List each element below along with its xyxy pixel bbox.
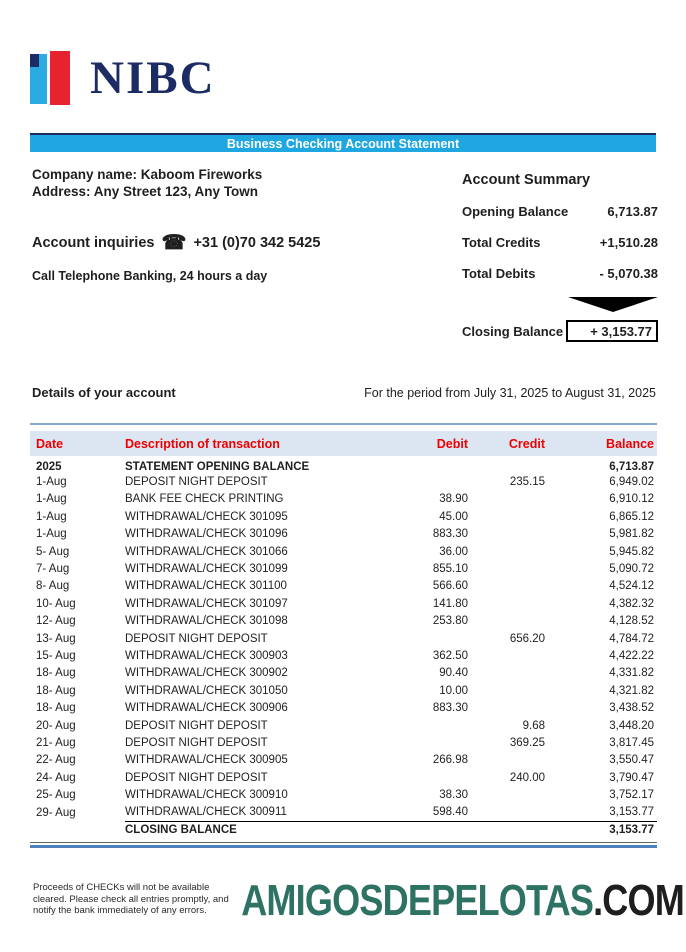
- cell-balance: 4,382.32: [609, 597, 654, 610]
- cell-desc: WITHDRAWAL/CHECK 300910: [125, 789, 288, 802]
- table-row: [30, 752, 657, 769]
- footer-line-1: Proceeds of CHECKs will not be available: [33, 882, 210, 893]
- cell-credit: [470, 456, 547, 473]
- cell-credit: [470, 647, 547, 664]
- cell-debit: 855.10: [432, 563, 468, 576]
- cell-date: 25- Aug: [36, 789, 76, 802]
- cell-date: 18- Aug: [36, 667, 76, 680]
- cell-debit: 10.00: [439, 684, 468, 697]
- nibc-logo-mark-icon: [30, 49, 72, 107]
- cell-date: 2025: [36, 460, 62, 473]
- cell-balance: 3,153.77: [547, 821, 657, 838]
- table-row: [30, 526, 657, 543]
- cell-desc: WITHDRAWAL/CHECK 301095: [125, 510, 288, 523]
- cell-desc: DEPOSIT NIGHT DEPOSIT: [125, 736, 268, 749]
- table-row: [30, 543, 657, 560]
- cell-balance: 3,752.17: [609, 789, 654, 802]
- down-arrow-icon: [568, 297, 658, 312]
- cell-credit: [470, 821, 547, 838]
- cell-credit: [470, 526, 547, 543]
- cell-date: 1-Aug: [36, 510, 67, 523]
- cell-date: 18- Aug: [36, 684, 76, 697]
- account-inquiries-line: [32, 230, 320, 255]
- cell-debit: 566.60: [432, 580, 468, 593]
- cell-desc: WITHDRAWAL/CHECK 300911: [125, 806, 287, 819]
- column-header-balance: Balance: [547, 431, 657, 456]
- cell-credit: [470, 508, 547, 525]
- cell-credit: 369.25: [509, 736, 545, 749]
- cell-debit: 36.00: [439, 545, 468, 558]
- cell-desc: WITHDRAWAL/CHECK 301098: [125, 615, 288, 628]
- table-row: [30, 699, 657, 716]
- cell-balance: 4,331.82: [609, 667, 654, 680]
- logo-navy-corner: [30, 54, 39, 67]
- table-row: [30, 613, 657, 630]
- company-info: [32, 166, 262, 200]
- cell-balance: 3,550.47: [609, 754, 654, 767]
- watermark-main: AMIGOSDEPELOTAS: [241, 876, 594, 925]
- cell-desc: WITHDRAWAL/CHECK 300905: [125, 754, 288, 767]
- cell-debit: 883.30: [432, 528, 468, 541]
- cell-date: 13- Aug: [36, 632, 76, 645]
- total-credits-row: [462, 235, 658, 250]
- column-header-description: Description of transaction: [125, 431, 410, 456]
- cell-credit: 240.00: [509, 771, 545, 784]
- cell-balance: 6,865.12: [609, 510, 654, 523]
- table-row: [30, 595, 657, 612]
- company-name-line: Company name: Kaboom Fireworks: [32, 167, 263, 182]
- table-row: [30, 491, 657, 508]
- statement-title: Business Checking Account Statement: [226, 136, 460, 151]
- cell-balance: 3,438.52: [609, 702, 654, 715]
- cell-balance: 3,153.77: [609, 806, 654, 819]
- cell-credit: [470, 752, 547, 769]
- cell-date: 1-Aug: [36, 493, 67, 506]
- table-row: [30, 647, 657, 664]
- table-top-rule: [30, 423, 657, 425]
- transactions-section: [30, 423, 657, 848]
- company-address-line: Address: Any Street 123, Any Town: [32, 184, 259, 199]
- closing-balance-value: + 3,153.77: [566, 320, 658, 342]
- cell-credit: [470, 804, 547, 821]
- cell-desc: DEPOSIT NIGHT DEPOSIT: [125, 719, 268, 732]
- cell-desc: WITHDRAWAL/CHECK 300906: [125, 702, 288, 715]
- cell-balance: 4,128.52: [609, 615, 654, 628]
- cell-date: 8- Aug: [36, 580, 70, 593]
- cell-credit: [470, 786, 547, 803]
- cell-desc: WITHDRAWAL/CHECK 301066: [125, 545, 288, 558]
- column-header-credit: Credit: [470, 431, 547, 456]
- total-credits-value: +1,510.28: [599, 235, 658, 250]
- watermark-suffix: .COM: [593, 876, 684, 925]
- cell-credit: [470, 543, 547, 560]
- cell-credit: [470, 491, 547, 508]
- cell-balance: 3,448.20: [609, 719, 654, 732]
- cell-debit: [410, 769, 470, 786]
- footer-line-2: cleared. Please check all entries promptly, and: [33, 893, 229, 905]
- details-header-line: [32, 385, 656, 400]
- table-bottom-rule-blue: [30, 845, 657, 848]
- cell-balance: 6,910.12: [609, 493, 654, 506]
- cell-balance: 6,713.87: [609, 460, 654, 473]
- cell-date: 1-Aug: [36, 476, 67, 489]
- cell-credit: [470, 578, 547, 595]
- table-row: [30, 456, 657, 473]
- cell-balance: 4,524.12: [609, 580, 654, 593]
- cell-debit: 38.90: [439, 493, 468, 506]
- cell-date: 21- Aug: [36, 736, 76, 749]
- cell-date: 12- Aug: [36, 615, 76, 628]
- cell-desc: STATEMENT OPENING BALANCE: [125, 460, 310, 473]
- cell-desc: WITHDRAWAL/CHECK 300903: [125, 649, 288, 662]
- cell-debit: [410, 630, 470, 647]
- cell-balance: 3,817.45: [609, 736, 654, 749]
- table-row: [30, 682, 657, 699]
- account-inquiries-label: Account inquiries: [32, 235, 155, 251]
- cell-debit: 598.40: [432, 806, 468, 819]
- transactions-table: [30, 431, 657, 839]
- column-header-debit: Debit: [410, 431, 470, 456]
- table-row: [30, 804, 657, 821]
- opening-balance-row: [462, 204, 658, 219]
- table-row: [30, 786, 657, 803]
- cell-desc: BANK FEE CHECK PRINTING: [125, 493, 284, 506]
- cell-debit: 141.80: [432, 597, 468, 610]
- closing-balance-row: [462, 320, 658, 342]
- cell-date: [30, 821, 125, 838]
- footer-line-3: notify the bank immediately of any errors.: [33, 905, 207, 916]
- cell-debit: 266.98: [432, 754, 468, 767]
- cell-credit: 9.68: [522, 719, 545, 732]
- bank-name: NIBC: [90, 52, 216, 104]
- table-row: [30, 508, 657, 525]
- cell-debit: [410, 473, 470, 490]
- cell-desc: CLOSING BALANCE: [125, 821, 410, 838]
- table-bottom-rule-thin: [30, 842, 657, 843]
- cell-debit: 45.00: [439, 510, 468, 523]
- cell-date: 18- Aug: [36, 702, 76, 715]
- opening-balance-label: Opening Balance: [462, 204, 569, 219]
- cell-date: 15- Aug: [36, 649, 76, 662]
- transactions-body: [30, 456, 657, 839]
- nibc-logo: [30, 48, 216, 108]
- cell-credit: [470, 682, 547, 699]
- telephone-icon: ☎: [161, 232, 187, 254]
- cell-desc: WITHDRAWAL/CHECK 301099: [125, 563, 288, 576]
- cell-date: 24- Aug: [36, 771, 76, 784]
- telephone-banking-line: Call Telephone Banking, 24 hours a day: [32, 269, 268, 283]
- cell-credit: [470, 665, 547, 682]
- cell-credit: [470, 595, 547, 612]
- cell-debit: 362.50: [432, 649, 468, 662]
- table-row: [30, 734, 657, 751]
- cell-date: 29- Aug: [36, 806, 76, 819]
- cell-debit: 883.30: [432, 702, 468, 715]
- cell-credit: 656.20: [509, 632, 545, 645]
- cell-desc: WITHDRAWAL/CHECK 301050: [125, 684, 288, 697]
- cell-desc: DEPOSIT NIGHT DEPOSIT: [125, 771, 268, 784]
- cell-desc: DEPOSIT NIGHT DEPOSIT: [125, 476, 268, 489]
- cell-debit: 38.30: [439, 789, 468, 802]
- cell-credit: [470, 560, 547, 577]
- details-heading: Details of your account: [32, 385, 176, 400]
- cell-desc: DEPOSIT NIGHT DEPOSIT: [125, 632, 268, 645]
- table-row: [30, 769, 657, 786]
- account-inquiries-phone: +31 (0)70 342 5425: [193, 235, 321, 251]
- cell-debit: [410, 456, 470, 473]
- footer-disclaimer: [33, 882, 229, 917]
- cell-date: 22- Aug: [36, 754, 76, 767]
- table-row: [30, 630, 657, 647]
- closing-balance-label: Closing Balance: [462, 323, 564, 339]
- cell-debit: 90.40: [439, 667, 468, 680]
- account-summary-title: Account Summary: [462, 172, 591, 188]
- logo-red-bar: [50, 51, 70, 105]
- cell-balance: 5,981.82: [609, 528, 654, 541]
- cell-debit: [410, 734, 470, 751]
- cell-credit: 235.15: [509, 476, 545, 489]
- cell-balance: 4,422.22: [609, 649, 654, 662]
- cell-debit: 253.80: [432, 615, 468, 628]
- cell-credit: [470, 613, 547, 630]
- cell-debit: [410, 821, 470, 838]
- account-summary: [462, 172, 658, 342]
- cell-desc: WITHDRAWAL/CHECK 301096: [125, 528, 288, 541]
- cell-date: 1-Aug: [36, 528, 67, 541]
- cell-date: 10- Aug: [36, 597, 76, 610]
- cell-date: 5- Aug: [36, 545, 70, 558]
- cell-debit: [410, 717, 470, 734]
- cell-desc: WITHDRAWAL/CHECK 300902: [125, 667, 288, 680]
- table-row: [30, 821, 657, 838]
- total-debits-label: Total Debits: [462, 266, 536, 281]
- cell-balance: 4,321.82: [609, 684, 654, 697]
- table-row: [30, 665, 657, 682]
- opening-balance-value: 6,713.87: [607, 204, 658, 219]
- cell-balance: 5,090.72: [609, 563, 654, 576]
- table-row: [30, 578, 657, 595]
- cell-desc: WITHDRAWAL/CHECK 301097: [125, 597, 288, 610]
- column-header-date: Date: [30, 431, 125, 456]
- total-credits-label: Total Credits: [462, 235, 541, 250]
- watermark: [241, 876, 684, 926]
- table-row: [30, 717, 657, 734]
- cell-balance: 6,949.02: [609, 476, 654, 489]
- statement-title-bar: [30, 133, 656, 152]
- cell-desc: WITHDRAWAL/CHECK 301100: [125, 580, 287, 593]
- table-header-row: [30, 431, 657, 456]
- cell-credit: [470, 699, 547, 716]
- cell-date: 20- Aug: [36, 719, 76, 732]
- statement-period: For the period from July 31, 2025 to August 31, 2025: [364, 386, 656, 400]
- cell-balance: 3,790.47: [609, 771, 654, 784]
- total-debits-row: [462, 266, 658, 281]
- table-row: [30, 560, 657, 577]
- cell-balance: 4,784.72: [609, 632, 654, 645]
- table-row: [30, 473, 657, 490]
- cell-balance: 5,945.82: [609, 545, 654, 558]
- cell-date: 7- Aug: [36, 563, 70, 576]
- total-debits-value: - 5,070.38: [599, 266, 658, 281]
